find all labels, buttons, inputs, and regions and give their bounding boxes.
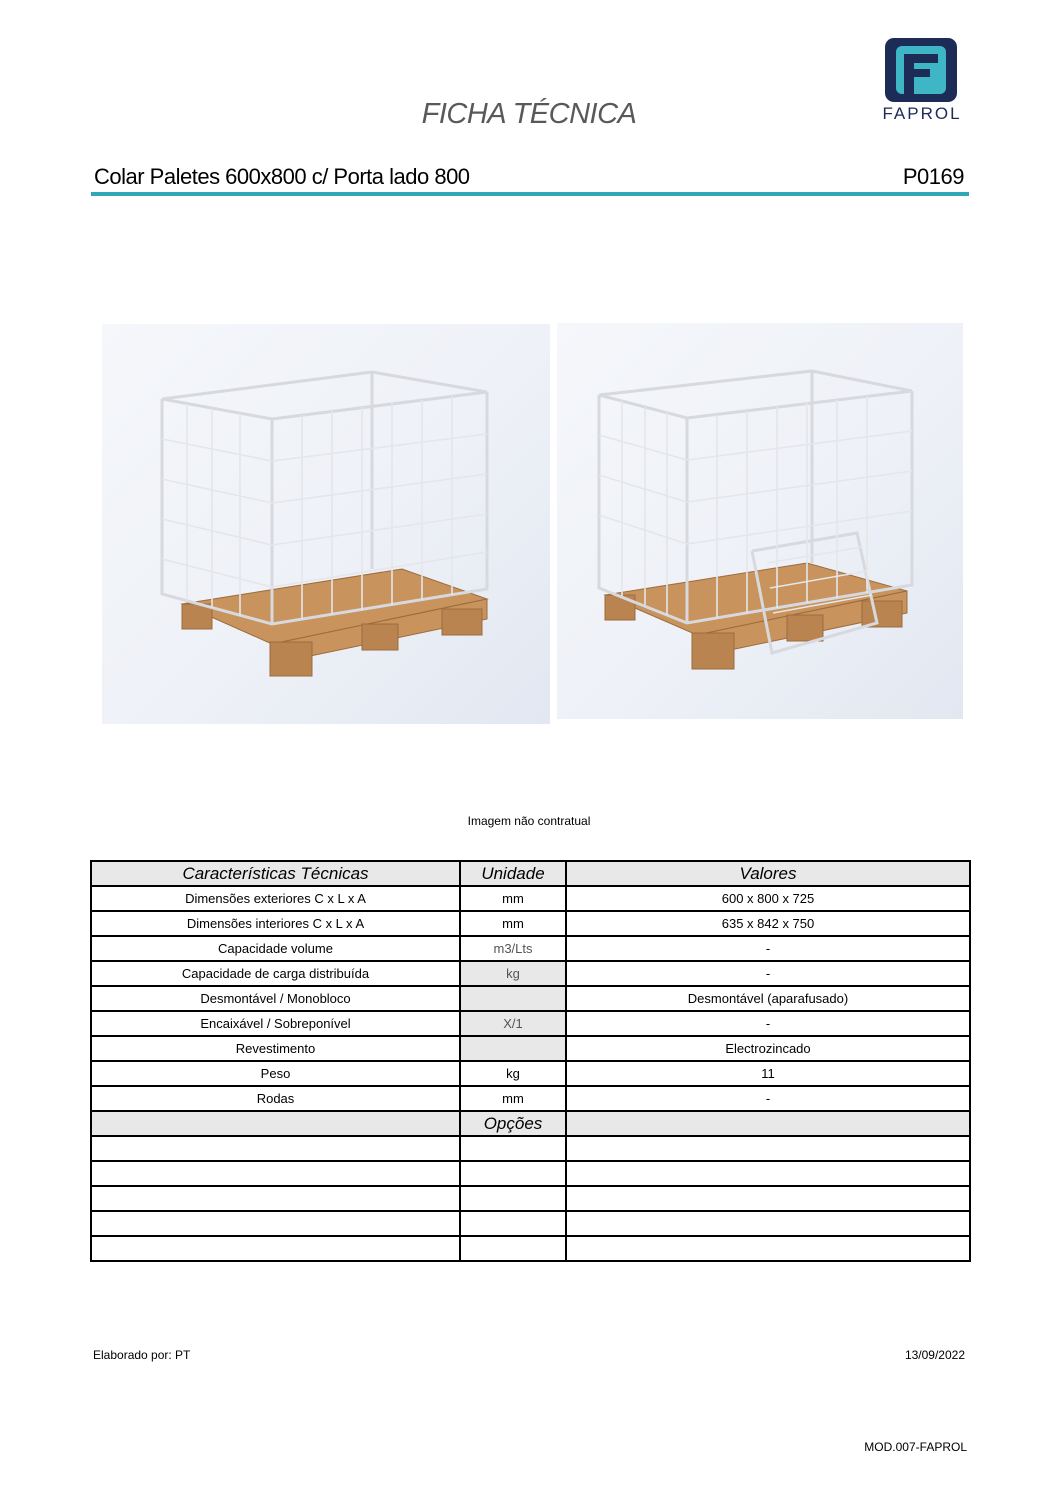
product-image-closed [102, 324, 550, 724]
row-characteristic: Revestimento [91, 1036, 460, 1061]
row-value: - [566, 936, 970, 961]
row-unit: mm [460, 886, 566, 911]
product-image-open [557, 323, 963, 719]
option-cell [460, 1161, 566, 1186]
title-underline [91, 192, 969, 196]
option-cell [566, 1211, 970, 1236]
row-characteristic: Dimensões exteriores C x L x A [91, 886, 460, 911]
image-disclaimer: Imagem não contratual [467, 814, 591, 828]
option-cell [460, 1136, 566, 1161]
option-row [91, 1186, 970, 1211]
table-row [91, 1086, 970, 1111]
option-cell [91, 1186, 460, 1211]
option-row [91, 1161, 970, 1186]
row-unit: mm [460, 1086, 566, 1111]
row-value: 635 x 842 x 750 [566, 911, 970, 936]
option-cell [566, 1236, 970, 1261]
option-row [91, 1211, 970, 1236]
row-value: 11 [566, 1061, 970, 1086]
option-cell [91, 1211, 460, 1236]
document-title: FICHA TÉCNICA [421, 98, 637, 130]
table-row [91, 1061, 970, 1086]
header-value: Valores [566, 861, 970, 886]
row-unit: m3/Lts [460, 936, 566, 961]
row-unit: kg [460, 961, 566, 986]
document-date: 13/09/2022 [904, 1348, 965, 1362]
option-cell [91, 1136, 460, 1161]
row-value: - [566, 1086, 970, 1111]
header-characteristic: Características Técnicas [91, 861, 460, 886]
logo-wordmark: FAPROL [882, 104, 962, 123]
row-characteristic: Encaixável / Sobreponível [91, 1011, 460, 1036]
row-characteristic: Capacidade de carga distribuída [91, 961, 460, 986]
options-header: Opções [460, 1111, 566, 1136]
header-unit: Unidade [460, 861, 566, 886]
table-row [91, 961, 970, 986]
row-unit: kg [460, 1061, 566, 1086]
option-cell [460, 1211, 566, 1236]
table-header-row [91, 861, 970, 886]
option-cell [566, 1136, 970, 1161]
row-unit [460, 1036, 566, 1061]
table-row [91, 1036, 970, 1061]
option-cell [566, 1186, 970, 1211]
product-name: Colar Paletes 600x800 c/ Porta lado 800 [94, 164, 470, 189]
row-characteristic: Rodas [91, 1086, 460, 1111]
row-value: 600 x 800 x 725 [566, 886, 970, 911]
row-value: Electrozincado [566, 1036, 970, 1061]
option-row [91, 1236, 970, 1261]
table-row [91, 911, 970, 936]
option-cell [91, 1236, 460, 1261]
table-row [91, 886, 970, 911]
row-characteristic: Desmontável / Monobloco [91, 986, 460, 1011]
row-value: Desmontável (aparafusado) [566, 986, 970, 1011]
author-label: Elaborado por: PT [93, 1348, 191, 1362]
row-characteristic: Capacidade volume [91, 936, 460, 961]
options-header-row [91, 1111, 970, 1136]
table-row [91, 1011, 970, 1036]
product-code: P0169 [902, 164, 964, 189]
row-characteristic: Peso [91, 1061, 460, 1086]
option-cell [91, 1161, 460, 1186]
row-unit [460, 986, 566, 1011]
row-value: - [566, 1011, 970, 1036]
row-unit: mm [460, 911, 566, 936]
row-value: - [566, 961, 970, 986]
table-row [91, 986, 970, 1011]
options-header-blank [91, 1111, 460, 1136]
option-cell [566, 1161, 970, 1186]
technical-spec-table [90, 860, 971, 1262]
option-row [91, 1136, 970, 1161]
table-row [91, 936, 970, 961]
row-unit: X/1 [460, 1011, 566, 1036]
option-cell [460, 1236, 566, 1261]
row-characteristic: Dimensões interiores C x L x A [91, 911, 460, 936]
form-code: MOD.007-FAPROL [864, 1440, 967, 1454]
options-header-blank [566, 1111, 970, 1136]
option-cell [460, 1186, 566, 1211]
